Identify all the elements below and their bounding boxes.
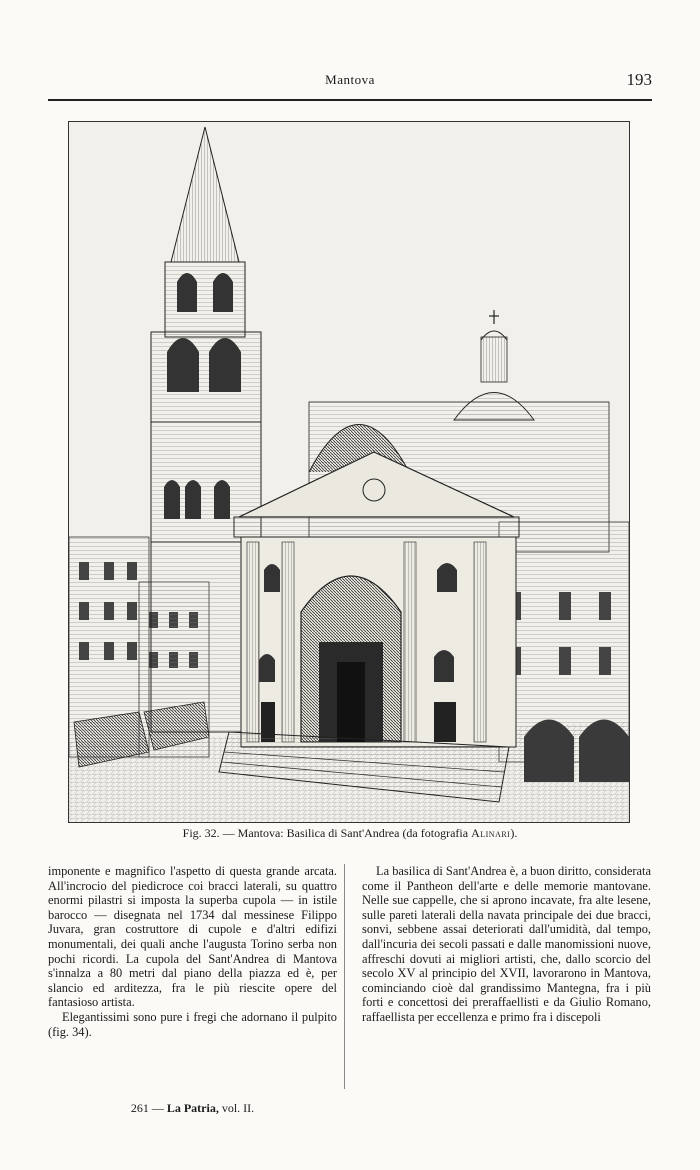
caption-end: ).	[510, 826, 518, 840]
figure-caption	[48, 826, 652, 841]
left-paragraph-2: Elegantissimi sono pure i fregi che adornano il pulpito (fig. 34).	[48, 1009, 337, 1039]
running-title: Mantova	[325, 72, 375, 87]
running-head	[48, 70, 652, 92]
right-column	[362, 864, 651, 1025]
left-column	[48, 864, 337, 1039]
signature-title: La Patria,	[166, 1101, 219, 1115]
header-rule	[48, 99, 652, 101]
right-paragraph-1: La basilica di Sant'Andrea è, a buon diritto, considerata come il Pantheon dell'arte e delle memorie mantovane. Nelle sue cappelle, che si aprono incavate, fra alte lesene, sulle pareti laterali della navata principale dei due bracci, sonvi, sebbene assai deteriorati dall'umidità, dal tempo, dall'incuria dei secoli passati e dalle manomissioni nuove, affreschi dovuti ai migliori artisti, che, dallo scorcio del secolo XV al principio del XVII, lavorarono in Mantova, cominciando cioè dal grandissimo Mantegna, fra i più forti e concettosi dei preraffaellisti e da Giulio Romano, raffaellista per eccellenza e primo fra i discepoli	[362, 864, 651, 1024]
column-rule	[344, 864, 345, 1089]
figure-engraving	[68, 121, 630, 823]
page-number: 193	[626, 70, 652, 89]
left-paragraph-1: imponente e magnifico l'aspetto di questa grande arcata. All'incrocio del piedicroce coi bracci laterali, su quattro enormi pilastri si imposta la superba cupola — in istile barocco — disegnata nel 1734 dal messinese Filippo Juvara, gran costruttore di cupole e d'altri edifizi monumentali, dei quali anche l'augusta Torino serba non pochi ricordi. La cupola del Sant'Andrea di Mantova s'innalza a 80 metri dal piano della piazza ed è, per slancio ed arditezza, fra le più riescite opere del fantasioso artista.	[48, 864, 337, 1010]
caption-text: Fig. 32. — Mantova: Basilica di Sant'Andrea (da fotografia	[182, 826, 472, 840]
signature-number: 261 —	[130, 1101, 164, 1115]
signature-volume: vol. II.	[221, 1101, 255, 1115]
basilica-illustration	[69, 122, 629, 822]
printer-signature	[48, 1101, 337, 1116]
caption-credit: Alinari	[471, 826, 511, 840]
